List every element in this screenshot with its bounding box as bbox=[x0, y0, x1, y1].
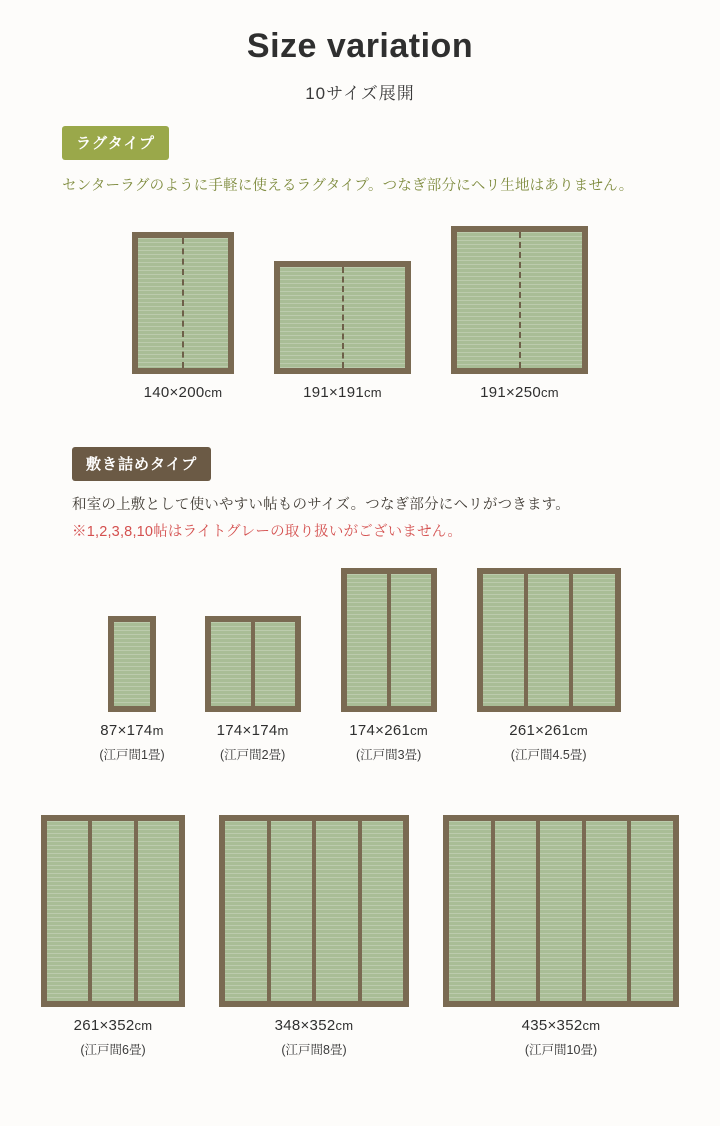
fill-size-row-b bbox=[0, 815, 720, 1058]
size-unit: m bbox=[277, 723, 289, 739]
mat-panel bbox=[251, 622, 295, 706]
mat-diagram bbox=[341, 568, 437, 712]
size-label: 435×352 bbox=[521, 1017, 583, 1035]
size-unit: cm bbox=[582, 1018, 601, 1034]
mat-panel bbox=[582, 821, 628, 1001]
size-caption bbox=[144, 384, 223, 401]
fill-size-row-a bbox=[0, 568, 720, 763]
mat-panel bbox=[449, 821, 491, 1001]
section-fill-note: ※1,2,3,8,10帖はライトグレーの取り扱いがございません。 bbox=[72, 524, 463, 541]
mat-panel bbox=[627, 821, 673, 1001]
size-item-435x352 bbox=[443, 815, 679, 1058]
mat-diagram bbox=[443, 815, 679, 1007]
page-title: Size variation bbox=[246, 27, 474, 65]
size-caption bbox=[480, 384, 559, 401]
mat-seam-dashed bbox=[342, 267, 344, 368]
size-item-140x200 bbox=[132, 232, 234, 401]
size-label: 191×191 bbox=[303, 383, 364, 401]
mat-panel bbox=[47, 821, 88, 1001]
mat-diagram bbox=[41, 815, 185, 1007]
page-subtitle: 10サイズ展開 bbox=[305, 83, 415, 103]
size-unit: cm bbox=[410, 723, 429, 739]
size-caption bbox=[303, 384, 382, 401]
size-caption bbox=[100, 722, 163, 739]
mat-panel bbox=[114, 622, 150, 706]
size-item-348x352 bbox=[219, 815, 409, 1058]
size-label: 261×261 bbox=[509, 722, 571, 740]
section-fill-tag-wrap bbox=[0, 447, 720, 481]
size-item-87x174 bbox=[99, 616, 164, 763]
mat-panel bbox=[211, 622, 251, 706]
size-caption bbox=[275, 1017, 354, 1034]
size-unit: cm bbox=[540, 384, 559, 400]
mat-panel bbox=[347, 574, 387, 706]
mat-panel bbox=[536, 821, 582, 1001]
mat-panel bbox=[134, 821, 179, 1001]
size-subcaption: (江戸間1畳) bbox=[99, 748, 165, 763]
size-label: 87×174 bbox=[100, 722, 153, 740]
size-subcaption: (江戸間3畳) bbox=[356, 748, 422, 763]
size-caption bbox=[349, 722, 428, 739]
size-unit: cm bbox=[363, 384, 382, 400]
mat-panel bbox=[483, 574, 524, 706]
size-item-174x261 bbox=[341, 568, 437, 763]
size-item-261x261 bbox=[477, 568, 621, 763]
size-unit: m bbox=[152, 723, 164, 739]
mat-panel bbox=[280, 267, 405, 368]
mat-panel bbox=[138, 238, 228, 368]
size-caption bbox=[74, 1017, 153, 1034]
mat-diagram bbox=[132, 232, 234, 374]
mat-panel bbox=[524, 574, 569, 706]
size-caption bbox=[522, 1017, 601, 1034]
rug-size-row bbox=[0, 226, 720, 401]
section-rug-tag-wrap bbox=[0, 126, 720, 160]
size-label: 191×250 bbox=[480, 383, 541, 401]
size-subcaption: (江戸間2畳) bbox=[220, 748, 286, 763]
mat-panel bbox=[267, 821, 313, 1001]
mat-diagram bbox=[205, 616, 301, 712]
size-label: 348×352 bbox=[274, 1017, 336, 1035]
section-rug-lead: センターラグのように手軽に使えるラグタイプ。つなぎ部分にヘリ生地はありません。 bbox=[62, 177, 634, 194]
size-unit: cm bbox=[335, 1018, 354, 1034]
mat-diagram bbox=[477, 568, 621, 712]
size-item-191x250 bbox=[451, 226, 588, 401]
size-subcaption: (江戸間4.5畳) bbox=[510, 748, 587, 763]
mat-diagram bbox=[451, 226, 588, 374]
mat-seam-dashed bbox=[182, 238, 184, 368]
size-subcaption: (江戸間8畳) bbox=[281, 1043, 347, 1058]
size-unit: cm bbox=[134, 1018, 153, 1034]
mat-panel bbox=[569, 574, 614, 706]
mat-panel bbox=[491, 821, 537, 1001]
size-item-261x352 bbox=[41, 815, 185, 1058]
size-caption bbox=[509, 722, 588, 739]
size-label: 261×352 bbox=[73, 1017, 135, 1035]
size-label: 174×261 bbox=[349, 722, 411, 740]
size-subcaption: (江戸間10畳) bbox=[524, 1043, 598, 1058]
section-rug-tag: ラグタイプ bbox=[62, 126, 169, 160]
mat-seam-dashed bbox=[519, 232, 521, 368]
mat-panel bbox=[387, 574, 431, 706]
mat-panel bbox=[225, 821, 267, 1001]
section-fill-tag: 敷き詰めタイプ bbox=[72, 447, 211, 481]
mat-diagram bbox=[219, 815, 409, 1007]
size-unit: cm bbox=[204, 384, 223, 400]
size-label: 140×200 bbox=[143, 383, 205, 401]
mat-diagram bbox=[108, 616, 156, 712]
size-item-174x174 bbox=[205, 616, 301, 763]
mat-panel bbox=[457, 232, 582, 368]
size-item-191x191 bbox=[274, 261, 411, 401]
section-fill-lead: 和室の上敷として使いやすい帖ものサイズ。つなぎ部分にヘリがつきます。 bbox=[72, 496, 570, 513]
mat-panel bbox=[88, 821, 133, 1001]
size-subcaption: (江戸間6畳) bbox=[80, 1043, 146, 1058]
size-label: 174×174 bbox=[216, 722, 278, 740]
size-unit: cm bbox=[570, 723, 589, 739]
mat-panel bbox=[312, 821, 358, 1001]
mat-diagram bbox=[274, 261, 411, 374]
size-caption bbox=[217, 722, 289, 739]
mat-panel bbox=[358, 821, 404, 1001]
